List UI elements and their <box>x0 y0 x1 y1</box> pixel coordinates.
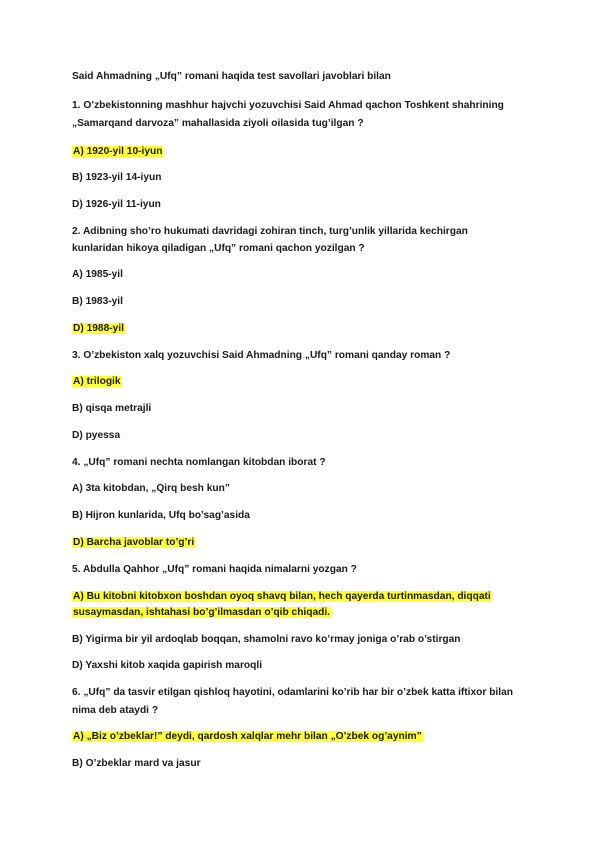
answer-5d: D) Yaxshi kitob xaqida gapirish maroqli <box>72 660 263 671</box>
question-6-line-2: nima deb ataydi ? <box>72 705 159 716</box>
question-2-line-2: kunlaridan hikoya qiladigan „Ufq” romani qachon yozilgan ? <box>72 243 365 254</box>
highlighted-answer: A) Bu kitobni kitobxon boshdan oyoq shavq bilan, hech qayerda turtinmasdan, diqqati <box>73 591 491 602</box>
highlighted-answer: A) „Biz o’zbeklar!” deydi, qardosh xalqlar mehr bilan „O’zbek og’aynim” <box>73 731 422 742</box>
answer-5a-correct-line-1 <box>72 589 492 604</box>
answer-1a-correct <box>72 144 163 159</box>
answer-3d: D) pyessa <box>72 430 121 441</box>
question-1-line-1: 1. O’zbekistonning mashhur hajvchi yozuvchisi Said Ahmad qachon Toshkent shahrining <box>72 100 504 111</box>
answer-1b: B) 1923-yil 14-iyun <box>72 172 162 183</box>
answer-6a-correct <box>72 729 423 744</box>
highlighted-answer: D) Barcha javoblar to’g’ri <box>73 537 195 548</box>
answer-5a-correct-line-2 <box>72 605 331 620</box>
answer-4d-correct <box>72 535 195 550</box>
answer-6b: B) O’zbeklar mard va jasur <box>72 758 201 769</box>
answer-1d: D) 1926-yil 11-iyun <box>72 199 161 210</box>
highlighted-answer: D) 1988-yil <box>73 323 124 334</box>
question-4-line-1: 4. „Ufq” romani nechta nomlangan kitobdan iborat ? <box>72 457 326 468</box>
answer-2a: A) 1985-yil <box>72 269 123 280</box>
answer-2d-correct <box>72 321 125 336</box>
answer-4a: A) 3ta kitobdan, „Qirq besh kun” <box>72 483 230 494</box>
answer-3a-correct <box>72 374 122 389</box>
answer-2b: B) 1983-yil <box>72 296 123 307</box>
answer-4b: B) Hijron kunlarida, Ufq bo’sag’asida <box>72 510 250 521</box>
question-3-line-1: 3. O’zbekiston xalq yozuvchisi Said Ahmadning „Ufq” romani qanday roman ? <box>72 350 451 361</box>
highlighted-answer: A) 1920-yil 10-iyun <box>73 146 163 157</box>
question-5-line-1: 5. Abdulla Qahhor „Ufq” romani haqida nimalarni yozgan ? <box>72 564 357 575</box>
question-6-line-1: 6. „Ufq” da tasvir etilgan qishloq hayotini, odamlarini ko’rib har bir o’zbek katta iftixor bilan <box>72 687 513 698</box>
highlighted-answer: susaymasdan, ishtahasi bo’g’ilmasdan o’qib chiqadi. <box>73 607 331 618</box>
highlighted-answer: A) trilogik <box>73 376 121 387</box>
answer-3b: B) qisqa metrajli <box>72 403 152 414</box>
question-1-line-2: „Samarqand darvoza” mahallasida ziyoli oilasida tug’ilgan ? <box>72 118 364 129</box>
answer-5b: B) Yigirma bir yil ardoqlab boqqan, shamolni ravo ko’rmay joniga o’rab o’stirgan <box>72 634 461 645</box>
question-2-line-1: 2. Adibning sho’ro hukumati davridagi zohiran tinch, turg’unlik yillarida kechirgan <box>72 226 468 237</box>
document-title: Said Ahmadning „Ufq” romani haqida test savollari javoblari bilan <box>72 71 391 82</box>
